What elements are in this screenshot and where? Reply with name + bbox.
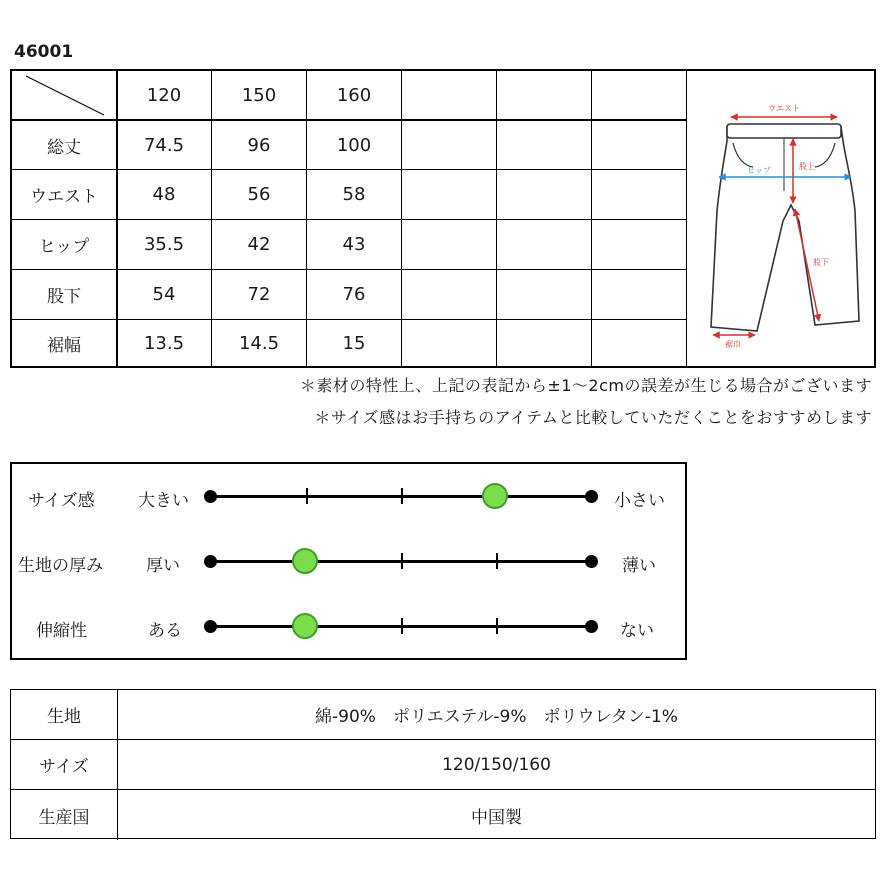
product-code: 46001 bbox=[14, 42, 74, 62]
feel-label-stretch: 伸縮性 bbox=[36, 621, 87, 641]
table-cell: 72 bbox=[247, 284, 271, 305]
feel-label-thickness: 生地の厚み bbox=[18, 556, 103, 576]
table-cell: 15 bbox=[342, 332, 366, 354]
table-cell: 35.5 bbox=[143, 234, 185, 255]
table-cell: 56 bbox=[247, 184, 271, 205]
inseam-label: 股下 bbox=[813, 258, 829, 267]
material-row bbox=[11, 690, 875, 740]
size-header: 160 bbox=[336, 84, 372, 106]
feel-scale-panel bbox=[10, 462, 687, 660]
table-cell: 96 bbox=[247, 134, 271, 156]
corner-diagonal bbox=[12, 71, 116, 119]
size-header bbox=[402, 71, 496, 119]
material-value-size: 120/150/160 bbox=[442, 754, 551, 775]
feel-marker-thickness bbox=[292, 548, 318, 574]
note-measurement-tolerance: ＊素材の特性上、上記の表記から±1〜2cmの誤差が生じる場合がございます bbox=[299, 376, 872, 395]
material-table bbox=[10, 689, 876, 839]
row-label-hip: ヒップ bbox=[38, 237, 90, 257]
table-cell: 58 bbox=[342, 184, 366, 205]
material-label-fabric: 生地 bbox=[11, 690, 118, 739]
size-header: 120 bbox=[146, 84, 182, 106]
feel-label-size: サイズ感 bbox=[28, 491, 95, 511]
row-label-hem-width: 裾幅 bbox=[47, 335, 81, 356]
material-label-country: 生産国 bbox=[11, 790, 118, 840]
feel-right-size: 小さい bbox=[614, 491, 665, 511]
table-cell: 76 bbox=[342, 284, 366, 305]
size-table bbox=[10, 69, 876, 368]
feel-marker-size bbox=[482, 483, 508, 509]
feel-marker-stretch bbox=[292, 613, 318, 639]
table-cell: 54 bbox=[152, 284, 176, 305]
row-label-total-length: 総丈 bbox=[47, 137, 81, 158]
size-header bbox=[497, 71, 591, 119]
material-row bbox=[11, 740, 875, 790]
size-header bbox=[592, 71, 686, 119]
feel-left-size: 大きい bbox=[138, 491, 189, 511]
table-cell: 13.5 bbox=[143, 332, 185, 354]
pants-measurement-diagram bbox=[687, 71, 874, 366]
material-label-size: サイズ bbox=[11, 740, 118, 789]
material-value-country: 中国製 bbox=[471, 807, 522, 828]
feel-right-stretch: ない bbox=[620, 621, 654, 641]
waist-label: ウエスト bbox=[768, 104, 800, 113]
material-value-fabric: 綿-90% ポリエステル-9% ポリウレタン-1% bbox=[315, 707, 678, 727]
table-cell: 43 bbox=[342, 234, 366, 255]
rise-label: 股上 bbox=[799, 162, 815, 171]
size-header: 150 bbox=[241, 84, 277, 106]
row-label-inseam: 股下 bbox=[47, 287, 81, 307]
table-cell: 74.5 bbox=[143, 134, 185, 156]
row-label-waist: ウエスト bbox=[30, 187, 98, 207]
hem-label: 裾巾 bbox=[725, 340, 741, 349]
hip-label: ヒップ bbox=[747, 166, 771, 175]
note-size-comparison: ＊サイズ感はお手持ちのアイテムと比較していただくことをおすすめします bbox=[314, 408, 872, 427]
table-cell: 100 bbox=[336, 134, 372, 156]
table-cell: 42 bbox=[247, 234, 271, 255]
feel-left-stretch: ある bbox=[148, 621, 182, 641]
table-cell: 48 bbox=[152, 184, 176, 205]
feel-right-thickness: 薄い bbox=[622, 556, 656, 576]
material-row bbox=[11, 790, 875, 840]
table-cell: 14.5 bbox=[238, 332, 280, 354]
feel-left-thickness: 厚い bbox=[146, 556, 180, 576]
